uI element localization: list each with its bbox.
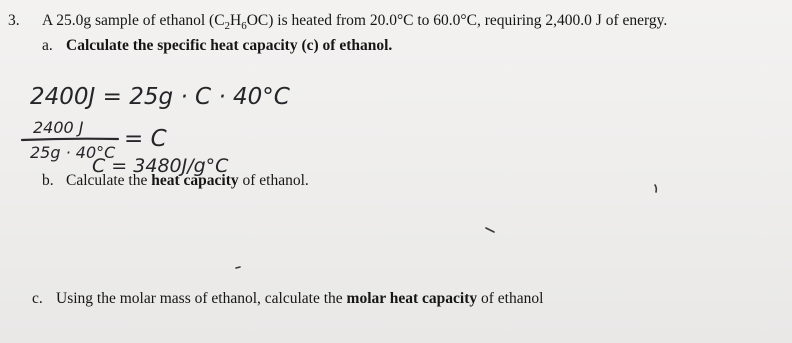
part-c-text-start: Using the molar mass of ethanol, calculate the [56, 290, 347, 307]
part-c-text-end: of ethanol [477, 290, 544, 307]
subscript-hydrogen-count: 6 [241, 20, 247, 33]
part-a-text-start: Calculate the [66, 37, 158, 54]
subscript-carbon-count: 2 [224, 20, 231, 33]
part-c-prompt [32, 290, 543, 308]
stray-mark-3 [655, 185, 656, 192]
part-a-letter: a. [42, 37, 53, 54]
handwritten-equals-c: = C [124, 126, 167, 152]
handwritten-line-1 [30, 84, 290, 110]
part-c-bold-term: molar heat capacity [346, 290, 478, 307]
handwritten-result: C = 3480J/g°C [92, 155, 229, 177]
handwritten-denominator: 25g · 40°C [30, 143, 116, 162]
part-b-bold-term: heat capacity [151, 172, 239, 189]
part-b-text-end: of ethanol. [238, 172, 309, 189]
handwritten-line-1-text: 2400J = 25g · C · 40°C [30, 84, 290, 110]
stray-pen-marks [236, 185, 656, 268]
part-a-text-end: (c) of ethanol. [297, 37, 393, 54]
stray-mark-1 [486, 228, 494, 232]
question-stem-hydrogen: H [230, 12, 242, 29]
question-stem-start: A 25.0g sample of ethanol (C [42, 12, 225, 29]
handwritten-numerator: 2400 J [33, 118, 84, 137]
question-number: 3. [8, 12, 20, 29]
part-a-bold-term: specific heat capacity [157, 37, 298, 54]
fraction-bar [22, 139, 118, 140]
question-stem-end: OC) is heated from 20.0°C to 60.0°C, requiring 2,400.0 J of energy. [246, 12, 668, 29]
part-b-letter: b. [42, 172, 54, 189]
part-c-letter: c. [32, 290, 43, 307]
part-b-prompt [42, 172, 309, 190]
stray-mark-2 [236, 267, 240, 268]
part-b-text-start: Calculate the [66, 172, 152, 189]
